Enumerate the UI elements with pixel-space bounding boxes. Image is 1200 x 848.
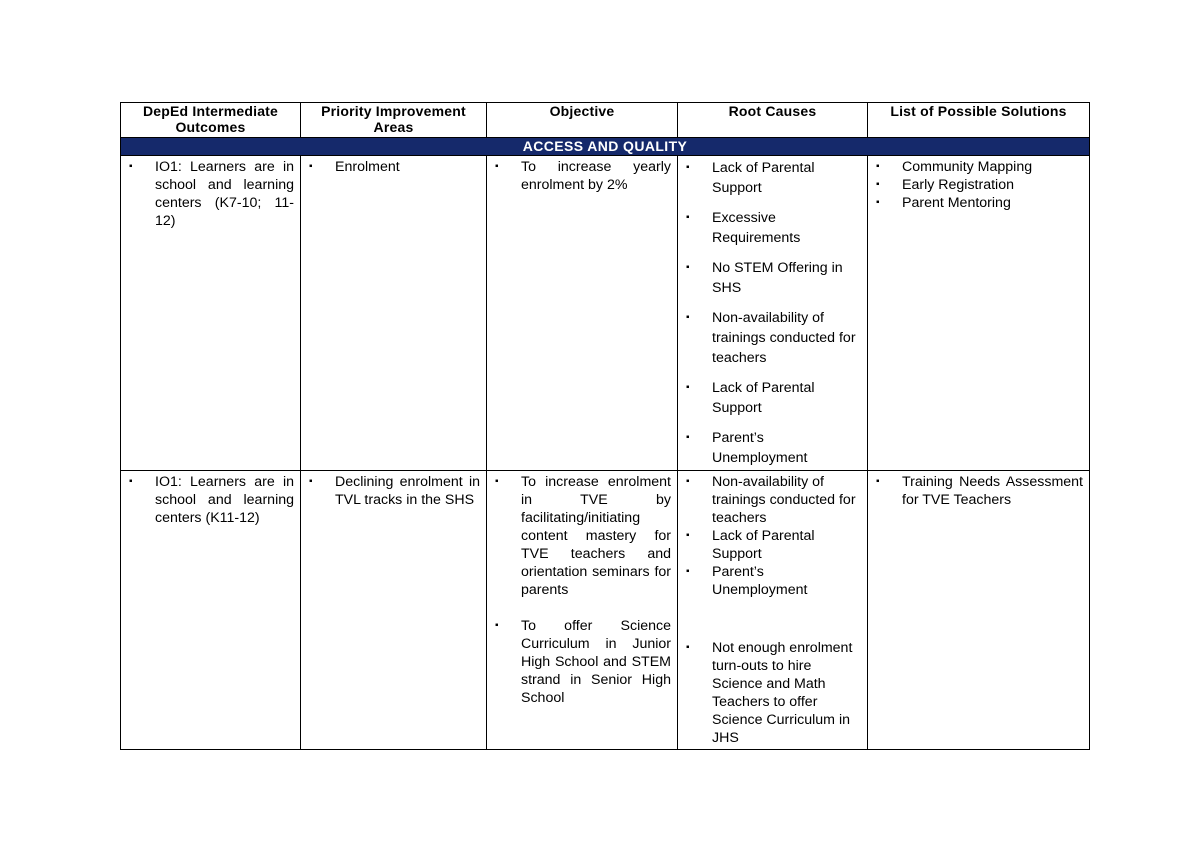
root-cause-item: ▪ Parent’s Unemployment bbox=[684, 428, 861, 468]
header-priority-areas: Priority Improvement Areas bbox=[301, 103, 487, 138]
section-title: ACCESS AND QUALITY bbox=[121, 138, 1090, 156]
outcome-text: ▪ IO1: Learners are in school and learning centers (K11-12) bbox=[127, 473, 294, 527]
objective-text: ▪ To offer Science Curriculum in Junior High School and STEM strand in Senior High School bbox=[493, 617, 671, 707]
objective-cell bbox=[487, 156, 678, 471]
improvement-plan-table bbox=[120, 102, 1090, 750]
root-causes-cell bbox=[678, 471, 868, 750]
solution-item: ▪ Community Mapping bbox=[874, 158, 1083, 176]
root-cause-item: ▪ Not enough enrolment turn-outs to hire Science and Math Teachers to offer Science Curriculum in JHS bbox=[684, 639, 861, 747]
header-row bbox=[121, 103, 1090, 138]
section-row bbox=[121, 138, 1090, 156]
objective-text: ▪ To increase enrolment in TVE by facilitating/initiating content mastery for TVE teachers and orientation seminars for parents bbox=[493, 473, 671, 599]
root-cause-item: ▪ Lack of Parental Support bbox=[684, 378, 861, 418]
priority-area-cell bbox=[301, 156, 487, 471]
solutions-cell bbox=[868, 471, 1090, 750]
objective-cell bbox=[487, 471, 678, 750]
table-row bbox=[121, 156, 1090, 471]
root-cause-item: ▪ Non-availability of trainings conducted for teachers bbox=[684, 473, 861, 527]
solution-item: ▪ Early Registration bbox=[874, 176, 1083, 194]
root-cause-item: ▪ Lack of Parental Support bbox=[684, 158, 861, 198]
root-cause-item: ▪ Parent’s Unemployment bbox=[684, 563, 861, 599]
header-outcomes: DepEd Intermediate Outcomes bbox=[121, 103, 301, 138]
table-row bbox=[121, 471, 1090, 750]
objective-text: ▪ To increase yearly enrolment by 2% bbox=[493, 158, 671, 194]
outcome-cell bbox=[121, 156, 301, 471]
header-solutions: List of Possible Solutions bbox=[868, 103, 1090, 138]
root-cause-item: ▪ Excessive Requirements bbox=[684, 208, 861, 248]
root-cause-item: ▪ Non-availability of trainings conducted for teachers bbox=[684, 308, 861, 368]
priority-area-text: ▪ Declining enrolment in TVL tracks in the SHS bbox=[307, 473, 480, 509]
outcome-cell bbox=[121, 471, 301, 750]
priority-area-cell bbox=[301, 471, 487, 750]
root-cause-item: ▪ Lack of Parental Support bbox=[684, 527, 861, 563]
header-objective: Objective bbox=[487, 103, 678, 138]
header-root-causes: Root Causes bbox=[678, 103, 868, 138]
priority-area-text: ▪ Enrolment bbox=[307, 158, 480, 176]
root-cause-item: ▪ No STEM Offering in SHS bbox=[684, 258, 861, 298]
outcome-text: ▪ IO1: Learners are in school and learning centers (K7-10; 11-12) bbox=[127, 158, 294, 230]
root-causes-cell bbox=[678, 156, 868, 471]
solution-item: ▪ Training Needs Assessment for TVE Teachers bbox=[874, 473, 1083, 509]
solution-item: ▪ Parent Mentoring bbox=[874, 194, 1083, 212]
solutions-cell bbox=[868, 156, 1090, 471]
